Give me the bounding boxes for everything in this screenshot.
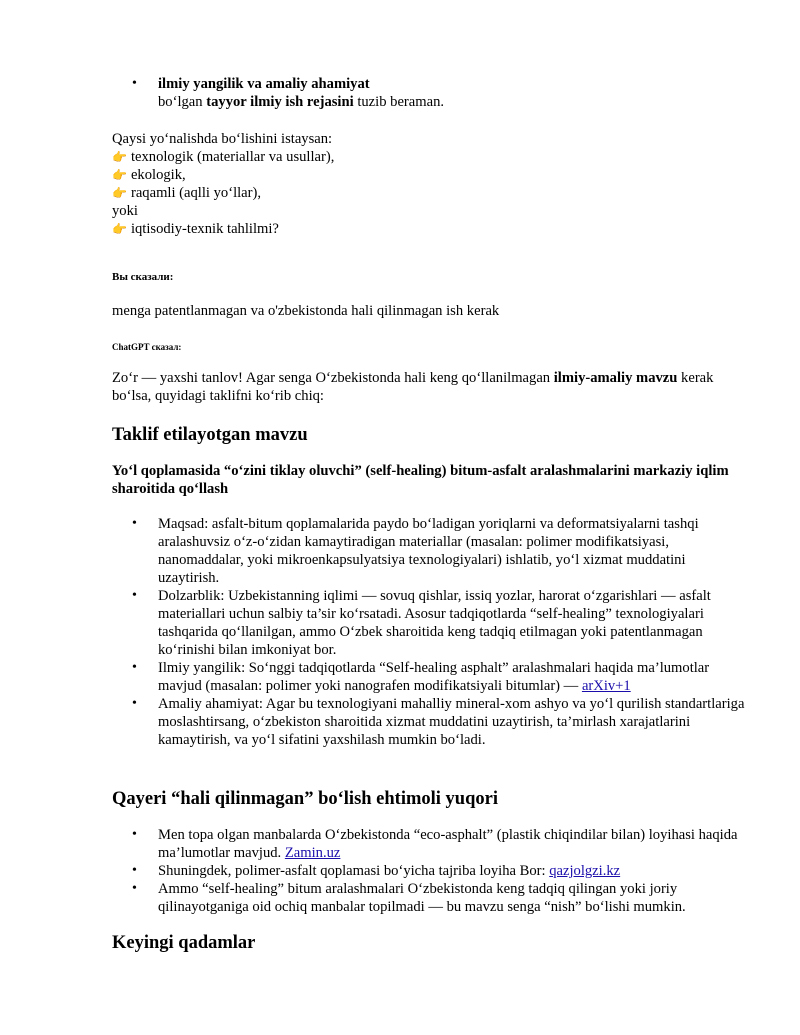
pointing-hand-icon: 👉 [112,186,127,200]
user-message: menga patentlanmagan va o'zbekistonda hali qilinmagan ish kerak [112,303,500,319]
list-item [158,659,748,695]
option-line [112,220,772,238]
zamin-link[interactable]: Zamin.uz [284,845,341,861]
option-line [112,148,772,166]
section-title-next-steps: Keyingi qadamlar [112,933,256,953]
item-text: Shuningdek, polimer-asfalt qoplamasi bo‘yicha tajriba loyiha Bor: [158,863,550,879]
pointing-hand-icon: 👉 [112,150,127,164]
top-bullet-head: ilmiy yangilik va amaliy ahamiyat [158,76,370,92]
intro-bold: ilmiy-amaliy mavzu [553,370,678,386]
option-text: raqamli (aqlli yo‘llar), [130,185,262,201]
list-item [158,826,748,862]
question-text: Qaysi yo‘nalishda bo‘lishini istaysan: [112,131,333,147]
list-item [158,862,748,880]
list-item [158,75,758,111]
option-line [112,166,772,184]
section-title-proposed-topic: Taklif etilayotgan mavzu [112,425,308,445]
top-bullet-bold: tayyor ilmiy ish rejasini [206,94,354,110]
top-bullet-pre: bo‘lgan [158,94,207,110]
option-line [112,184,772,202]
intro-text: Zo‘r — yaxshi tanlov! Agar senga O‘zbekistonda hali keng qo‘llanilmagan [112,370,554,386]
direction-question [112,130,772,238]
not-done-list [158,826,748,916]
section-title-not-done: Qayeri “hali qilinmagan” bo‘lish ehtimoli yuqori [112,789,498,809]
or-word: yoki [112,203,138,219]
novelty-text: Ilmiy yangilik: So‘nggi tadqiqotlarda “Self-healing asphalt” aralashmalari haqida ma’lumotlar mavjud (masalan: polimer yoki nanografen modifikatsiyali bitumlar) — [158,660,710,694]
assistant-intro [112,369,752,405]
option-text: texnologik (materiallar va usullar), [130,149,335,165]
list-item: • Maqsad: asfalt-bitum qoplamalarida paydo bo‘ladigan yoriqlarni va deformatsiyalarni tashqi aralashuvsiz o‘z-o‘zidan kamaytiradigan materiallar (masalan: polimer modifikatsiyasi, nanomaddalar, yoki mikroenkapsulyatsiya texnologiyalari) ishlatib, yo‘l xizmat muddatini uzaytirish. [158,515,748,587]
option-text: iqtisodiy-texnik tahlilmi? [130,221,279,237]
top-bullet-list [158,75,758,111]
topic-points-list [158,515,748,749]
option-text: ekologik, [130,167,186,183]
list-item: • Ammo “self-healing” bitum aralashmalari O‘zbekistonda keng tadqiq qilingan yoki joriy qilinayotganiga oid ochiq manbalar topilmadi — bu mavzu senga “nish” bo‘lishi mumkin. [158,880,748,916]
list-item: • Dolzarblik: Uzbekistanning iqlimi — sovuq qishlar, issiq yozlar, harorat o‘zgarishlari — asfalt materiallari uchun salbiy ta’sir ko‘rsatadi. Asosur tadqiqotlarda “self-healing” texnologiyalari tashqarida qo‘llanilgan, ammo O‘zbek sharoitida keng tadqiq etilmagan yoki patentlanmagan ko‘rinishi bilan imkoniyat bor. [158,587,748,659]
intro-text-end: kerak bo‘lsa, quyidagi taklifni ko‘rib chiq: [112,370,714,404]
pointing-hand-icon: 👉 [112,222,127,236]
item-text: Men topa olgan manbalarda O‘zbekistonda “eco-asphalt” (plastik chiqindilar bilan) loyihasi haqida ma’lumotlar mavjud. [158,827,738,861]
list-item: • Amaliy ahamiyat: Agar bu texnologiyani mahalliy mineral-xom ashyo va yo‘l qurilish standartlariga moslashtirsang, o‘zbekiston sharoitida xizmat muddatini uzaytirish, ta’mirlash xarajatlarini kamaytirish, va yo‘l sifatini yaxshilash mumkin bo‘ladi. [158,695,748,749]
user-label: Вы сказали: [112,271,174,283]
arxiv-link[interactable]: arXiv+1 [581,678,631,694]
pointing-hand-icon: 👉 [112,168,127,182]
assistant-label: ChatGPT сказал: [112,342,182,352]
top-bullet-post: tuzib beraman. [353,94,445,110]
qazjolgzi-link[interactable]: qazjolgzi.kz [549,863,621,879]
topic-title: Yo‘l qoplamasida “o‘zini tiklay oluvchi” (self-healing) bitum-asfalt aralashmalarini markaziy iqlim sharoitida qo‘llash [112,463,729,497]
